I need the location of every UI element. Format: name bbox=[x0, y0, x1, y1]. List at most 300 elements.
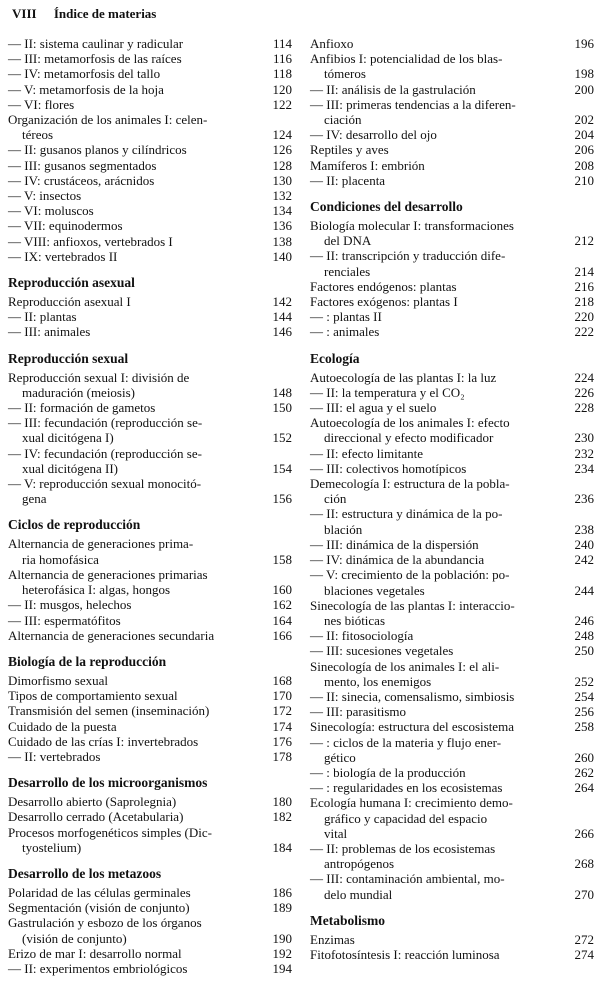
entry-page-number: 186 bbox=[272, 884, 292, 900]
entry-page-number: 222 bbox=[574, 324, 594, 340]
index-entry bbox=[310, 932, 594, 947]
entry-title: — : plantas II bbox=[310, 309, 382, 325]
entry-title: ción bbox=[324, 491, 347, 507]
entry-title: xual dicitógena I) bbox=[22, 430, 114, 446]
entry-title: del DNA bbox=[324, 233, 372, 249]
entry-page-number: 190 bbox=[272, 930, 292, 946]
entry-title: Biología molecular I: transformaciones bbox=[310, 218, 514, 234]
index-entry bbox=[8, 294, 292, 309]
entry-title: direccional y efecto modificador bbox=[324, 430, 494, 446]
index-entry bbox=[310, 430, 594, 445]
entry-title: Gastrulación y esbozo de los órganos bbox=[8, 915, 202, 931]
entry-page-number: 216 bbox=[574, 278, 594, 294]
index-entry bbox=[310, 36, 594, 51]
entry-title: Segmentación (visión de conjunto) bbox=[8, 900, 190, 916]
index-entry bbox=[310, 522, 594, 537]
entry-page-number: 164 bbox=[272, 612, 292, 628]
entry-title: Factores endógenos: plantas bbox=[310, 278, 457, 294]
index-entry bbox=[310, 173, 594, 188]
entry-title: — IV: fecundación (reproducción se- bbox=[8, 445, 202, 461]
entry-title: — II: problemas de los ecosistemas bbox=[310, 840, 496, 856]
index-entry bbox=[8, 112, 292, 127]
entry-title: — IV: desarrollo del ojo bbox=[310, 127, 437, 143]
entry-title: Fitofotosíntesis I: reacción luminosa bbox=[310, 946, 500, 962]
index-entry bbox=[310, 689, 594, 704]
page-title: Índice de materias bbox=[53, 6, 157, 21]
entry-page-number: 152 bbox=[272, 430, 292, 446]
index-entry bbox=[310, 158, 594, 173]
entry-title: Mamíferos I: embrión bbox=[310, 157, 425, 173]
entry-page-number: 274 bbox=[574, 946, 594, 962]
index-entry bbox=[310, 583, 594, 598]
index-entry bbox=[8, 719, 292, 734]
index-entry bbox=[8, 597, 292, 612]
index-entry bbox=[310, 735, 594, 750]
entry-page-number: 238 bbox=[574, 521, 594, 537]
entry-page-number: 242 bbox=[574, 552, 594, 568]
index-entry bbox=[8, 51, 292, 66]
entry-page-number: 162 bbox=[272, 597, 292, 613]
entry-title: — VII: equinodermos bbox=[8, 218, 123, 234]
index-entry bbox=[8, 66, 292, 81]
entry-page-number: 250 bbox=[574, 643, 594, 659]
entry-page-number: 254 bbox=[574, 688, 594, 704]
entry-title: — III: sucesiones vegetales bbox=[310, 643, 454, 659]
index-entry bbox=[310, 127, 594, 142]
entry-page-number: 258 bbox=[574, 719, 594, 735]
index-entry bbox=[310, 82, 594, 97]
entry-page-number: 114 bbox=[272, 36, 292, 51]
index-entry bbox=[310, 750, 594, 765]
index-entry bbox=[310, 856, 594, 871]
entry-title: Ecología humana I: crecimiento demo- bbox=[310, 795, 513, 811]
section-heading: Desarrollo de los metazoos bbox=[8, 865, 162, 881]
index-entry bbox=[310, 385, 594, 400]
entry-page-number: 196 bbox=[574, 36, 594, 51]
index-entry bbox=[8, 173, 292, 188]
index-entry bbox=[8, 946, 292, 961]
index-entry bbox=[8, 552, 292, 567]
index-entry bbox=[310, 248, 594, 263]
entry-title: — : ciclos de la materia y flujo ener- bbox=[310, 734, 502, 750]
entry-page-number: 246 bbox=[574, 612, 594, 628]
index-entry bbox=[310, 218, 594, 233]
entry-page-number: 138 bbox=[272, 233, 292, 249]
entry-page-number: 268 bbox=[574, 856, 594, 872]
entry-page-number: 204 bbox=[574, 127, 594, 143]
entry-page-number: 136 bbox=[272, 218, 292, 234]
index-entry bbox=[310, 97, 594, 112]
index-entry bbox=[8, 536, 292, 551]
entry-title: — IX: vertebrados II bbox=[8, 248, 118, 264]
index-entry bbox=[8, 734, 292, 749]
index-entry bbox=[8, 885, 292, 900]
index-entry bbox=[8, 809, 292, 824]
entry-page-number: 172 bbox=[272, 703, 292, 719]
entry-title: Desarrollo abierto (Saprolegnia) bbox=[8, 794, 177, 810]
entry-title: ciación bbox=[324, 112, 362, 128]
entry-page-number: 168 bbox=[272, 672, 292, 688]
section-heading: Desarrollo de los microorganismos bbox=[8, 775, 208, 791]
entry-title: — : biología de la producción bbox=[310, 764, 466, 780]
entry-title: — III: gusanos segmentados bbox=[8, 157, 157, 173]
index-entry bbox=[310, 66, 594, 81]
entry-title: Sinecología de los animales I: el ali- bbox=[310, 658, 500, 674]
entry-title: — II: transcripción y traducción dife- bbox=[310, 248, 506, 264]
entry-page-number: 150 bbox=[272, 400, 292, 416]
section-heading: Metabolismo bbox=[310, 912, 385, 928]
index-entry bbox=[310, 324, 594, 339]
page-header bbox=[12, 6, 156, 22]
index-entry bbox=[310, 598, 594, 613]
entry-title: (visión de conjunto) bbox=[22, 930, 127, 946]
entry-page-number: 256 bbox=[574, 704, 594, 720]
entry-title: Reproducción sexual I: división de bbox=[8, 369, 190, 385]
index-entry bbox=[8, 127, 292, 142]
entry-title: — V: reproducción sexual monocitó- bbox=[8, 476, 202, 492]
entry-title: — III: espermatófitos bbox=[8, 612, 121, 628]
index-entry bbox=[310, 552, 594, 567]
index-entry bbox=[8, 900, 292, 915]
entry-title: Alternancia de generaciones prima- bbox=[8, 536, 194, 552]
entry-title: Reptiles y aves bbox=[310, 142, 389, 158]
entry-title: — IV: crustáceos, arácnidos bbox=[8, 172, 155, 188]
index-entry bbox=[8, 203, 292, 218]
entry-title: Anfioxo bbox=[310, 36, 354, 51]
index-entry bbox=[8, 415, 292, 430]
entry-title: — V: insectos bbox=[8, 188, 82, 204]
entry-title: Autoecología de las plantas I: la luz bbox=[310, 369, 497, 385]
entry-page-number: 224 bbox=[574, 369, 594, 385]
entry-title: Enzimas bbox=[310, 931, 355, 947]
index-entry bbox=[8, 234, 292, 249]
entry-title: Demecología I: estructura de la pobla- bbox=[310, 476, 510, 492]
entry-title: nes bióticas bbox=[324, 612, 386, 628]
index-column-left bbox=[8, 36, 292, 976]
index-entry bbox=[8, 218, 292, 233]
index-entry bbox=[310, 659, 594, 674]
entry-title: Tipos de comportamiento sexual bbox=[8, 688, 178, 704]
entry-page-number: 260 bbox=[574, 749, 594, 765]
entry-title: mento, los enemigos bbox=[324, 673, 432, 689]
entry-title: Reproducción asexual I bbox=[8, 294, 131, 310]
index-entry bbox=[8, 461, 292, 476]
index-entry bbox=[8, 628, 292, 643]
entry-page-number: 244 bbox=[574, 582, 594, 598]
index-entry bbox=[8, 309, 292, 324]
entry-title: Procesos morfogenéticos simples (Dic- bbox=[8, 824, 212, 840]
entry-page-number: 240 bbox=[574, 536, 594, 552]
entry-page-number: 270 bbox=[574, 886, 594, 902]
index-entry bbox=[310, 461, 594, 476]
entry-title: — VI: moluscos bbox=[8, 203, 94, 219]
entry-page-number: 176 bbox=[272, 733, 292, 749]
entry-title: Anfibios I: potencialidad de los blas- bbox=[310, 51, 503, 67]
entry-page-number: 182 bbox=[272, 809, 292, 825]
index-entry bbox=[8, 446, 292, 461]
index-entry bbox=[310, 811, 594, 826]
index-entry bbox=[8, 567, 292, 582]
index-entry bbox=[310, 826, 594, 841]
index-entry bbox=[8, 400, 292, 415]
index-entry bbox=[310, 400, 594, 415]
entry-title: — II: fitosociología bbox=[310, 628, 414, 644]
index-entry bbox=[8, 961, 292, 976]
entry-title: — II: gusanos planos y cilíndricos bbox=[8, 142, 187, 158]
entry-title: blación bbox=[324, 521, 363, 537]
entry-title: tómeros bbox=[324, 66, 366, 82]
entry-title: blaciones vegetales bbox=[324, 582, 425, 598]
entry-page-number: 116 bbox=[272, 51, 292, 67]
entry-title: heterofásica I: algas, hongos bbox=[22, 582, 171, 598]
entry-title: — II: musgos, helechos bbox=[8, 597, 132, 613]
entry-page-number: 184 bbox=[272, 839, 292, 855]
index-entry bbox=[8, 703, 292, 718]
entry-page-number: 170 bbox=[272, 688, 292, 704]
index-entry bbox=[310, 537, 594, 552]
entry-page-number: 264 bbox=[574, 780, 594, 796]
entry-title: — II: sinecia, comensalismo, simbiosis bbox=[310, 688, 515, 704]
index-entry bbox=[8, 370, 292, 385]
section-heading: Condiciones del desarrollo bbox=[310, 199, 463, 215]
index-entry bbox=[8, 158, 292, 173]
index-entry bbox=[310, 506, 594, 521]
index-entry bbox=[310, 491, 594, 506]
entry-page-number: 160 bbox=[272, 582, 292, 598]
entry-title: gena bbox=[22, 491, 47, 507]
section-heading: Reproducción sexual bbox=[8, 350, 129, 366]
index-entry bbox=[8, 324, 292, 339]
entry-page-number: 194 bbox=[272, 960, 292, 976]
index-column-right bbox=[310, 36, 594, 962]
entry-title: — III: fecundación (reproducción se- bbox=[8, 415, 203, 431]
entry-title: Transmisión del semen (inseminación) bbox=[8, 703, 210, 719]
entry-title: — II: sistema caulinar y radicular bbox=[8, 36, 184, 51]
entry-title: — VI: flores bbox=[8, 96, 75, 112]
entry-title: — III: parasitismo bbox=[310, 704, 407, 720]
index-entry bbox=[310, 294, 594, 309]
index-entry bbox=[310, 476, 594, 491]
index-entry bbox=[310, 704, 594, 719]
entry-title: — V: metamorfosis de la hoja bbox=[8, 81, 164, 97]
index-entry bbox=[8, 249, 292, 264]
index-entry bbox=[310, 795, 594, 810]
entry-page-number: 142 bbox=[272, 294, 292, 310]
index-entry bbox=[8, 82, 292, 97]
index-entry bbox=[310, 887, 594, 902]
entry-page-number: 220 bbox=[574, 309, 594, 325]
entry-title: — II: plantas bbox=[8, 309, 77, 325]
entry-title: — II: análisis de la gastrulación bbox=[310, 81, 476, 97]
entry-page-number: 126 bbox=[272, 142, 292, 158]
index-entry bbox=[310, 264, 594, 279]
index-entry bbox=[310, 674, 594, 689]
entry-title: renciales bbox=[324, 263, 371, 279]
entry-page-number: 189 bbox=[272, 900, 292, 916]
entry-page-number: 122 bbox=[272, 96, 292, 112]
index-entry bbox=[8, 476, 292, 491]
index-entry bbox=[8, 931, 292, 946]
entry-title: Factores exógenos: plantas I bbox=[310, 294, 458, 310]
entry-title: Cuidado de las crías I: invertebrados bbox=[8, 733, 199, 749]
entry-page-number: 236 bbox=[574, 491, 594, 507]
index-entry bbox=[8, 825, 292, 840]
entry-page-number: 226 bbox=[574, 384, 594, 400]
entry-title: Sinecología: estructura del escosistema bbox=[310, 719, 514, 735]
entry-page-number: 166 bbox=[272, 627, 292, 643]
entry-title: tyostelium) bbox=[22, 839, 82, 855]
entry-page-number: 158 bbox=[272, 551, 292, 567]
entry-title: — : animales bbox=[310, 324, 380, 340]
index-entry bbox=[8, 915, 292, 930]
index-entry bbox=[310, 279, 594, 294]
entry-title: — II: estructura y dinámica de la po- bbox=[310, 506, 503, 522]
entry-page-number: 146 bbox=[272, 324, 292, 340]
entry-title: Erizo de mar I: desarrollo normal bbox=[8, 945, 182, 961]
entry-title: — II: placenta bbox=[310, 172, 386, 188]
index-entry bbox=[310, 613, 594, 628]
index-entry bbox=[310, 628, 594, 643]
index-entry bbox=[8, 613, 292, 628]
index-entry bbox=[8, 97, 292, 112]
entry-page-number: 178 bbox=[272, 748, 292, 764]
entry-page-number: 144 bbox=[272, 309, 292, 325]
entry-page-number: 130 bbox=[272, 172, 292, 188]
index-entry bbox=[8, 582, 292, 597]
index-entry bbox=[310, 780, 594, 795]
entry-page-number: 132 bbox=[272, 188, 292, 204]
entry-title: téreos bbox=[22, 127, 54, 143]
entry-page-number: 120 bbox=[272, 81, 292, 97]
index-entry bbox=[310, 142, 594, 157]
index-entry bbox=[8, 385, 292, 400]
entry-page-number: 198 bbox=[574, 66, 594, 82]
entry-page-number: 262 bbox=[574, 764, 594, 780]
entry-page-number: 266 bbox=[574, 825, 594, 841]
entry-title: gético bbox=[324, 749, 356, 765]
index-entry bbox=[310, 643, 594, 658]
entry-title: Sinecología de las plantas I: interaccio- bbox=[310, 597, 515, 613]
entry-page-number: 234 bbox=[574, 460, 594, 476]
entry-title: Polaridad de las células germinales bbox=[8, 884, 191, 900]
index-entry bbox=[310, 233, 594, 248]
index-entry bbox=[8, 840, 292, 855]
entry-title: — III: animales bbox=[8, 324, 91, 340]
index-entry bbox=[8, 142, 292, 157]
entry-page-number: 192 bbox=[272, 945, 292, 961]
index-entry bbox=[310, 51, 594, 66]
entry-title: — III: dinámica de la dispersión bbox=[310, 536, 479, 552]
entry-title: — II: efecto limitante bbox=[310, 445, 423, 461]
index-entry bbox=[8, 36, 292, 51]
entry-title: — III: primeras tendencias a la diferen- bbox=[310, 96, 516, 112]
entry-title: gráfico y capacidad del espacio bbox=[324, 810, 488, 826]
index-entry bbox=[310, 446, 594, 461]
entry-page-number: 208 bbox=[574, 157, 594, 173]
entry-title: — IV: metamorfosis del tallo bbox=[8, 66, 161, 82]
entry-title: delo mundial bbox=[324, 886, 393, 902]
entry-page-number: 202 bbox=[574, 112, 594, 128]
entry-page-number: 140 bbox=[272, 248, 292, 264]
section-heading: Reproducción asexual bbox=[8, 275, 135, 291]
entry-page-number: 218 bbox=[574, 294, 594, 310]
entry-title: — II: experimentos embriológicos bbox=[8, 960, 188, 976]
index-entry bbox=[8, 794, 292, 809]
section-heading: Biología de la reproducción bbox=[8, 653, 167, 669]
entry-page-number: 212 bbox=[574, 233, 594, 249]
entry-title: Cuidado de la puesta bbox=[8, 718, 117, 734]
entry-title: — V: crecimiento de la población: po- bbox=[310, 567, 510, 583]
entry-title: — III: metamorfosis de las raíces bbox=[8, 51, 182, 67]
entry-title: — IV: dinámica de la abundancia bbox=[310, 552, 485, 568]
entry-title: ria homofásica bbox=[22, 551, 99, 567]
entry-page-number: 156 bbox=[272, 491, 292, 507]
entry-title: — : regularidades en los ecosistemas bbox=[310, 780, 503, 796]
entry-title: Desarrollo cerrado (Acetabularia) bbox=[8, 809, 184, 825]
entry-page-number: 214 bbox=[574, 263, 594, 279]
index-entry bbox=[310, 947, 594, 962]
entry-title: — II: la temperatura y el CO₂ bbox=[310, 384, 465, 400]
index-entry bbox=[8, 188, 292, 203]
entry-page-number: 272 bbox=[574, 931, 594, 947]
page-number: VIII bbox=[12, 6, 37, 21]
entry-title: — III: contaminación ambiental, mo- bbox=[310, 871, 505, 887]
entry-page-number: 228 bbox=[574, 400, 594, 416]
section-heading: Ecología bbox=[310, 350, 360, 366]
entry-title: Alternancia de generaciones primarias bbox=[8, 566, 208, 582]
entry-title: Autoecología de los animales I: efecto bbox=[310, 415, 510, 431]
index-entry bbox=[310, 309, 594, 324]
index-entry bbox=[310, 112, 594, 127]
entry-page-number: 148 bbox=[272, 384, 292, 400]
entry-page-number: 180 bbox=[272, 794, 292, 810]
entry-page-number: 128 bbox=[272, 157, 292, 173]
index-entry bbox=[8, 749, 292, 764]
index-entry bbox=[310, 871, 594, 886]
entry-title: xual dicitógena II) bbox=[22, 460, 119, 476]
entry-page-number: 134 bbox=[272, 203, 292, 219]
entry-page-number: 232 bbox=[574, 445, 594, 461]
section-heading: Ciclos de reproducción bbox=[8, 517, 141, 533]
entry-title: vital bbox=[324, 825, 348, 841]
index-entry bbox=[310, 719, 594, 734]
entry-page-number: 118 bbox=[272, 66, 292, 82]
index-entry bbox=[8, 430, 292, 445]
entry-title: antropógenos bbox=[324, 856, 395, 872]
entry-page-number: 252 bbox=[574, 673, 594, 689]
entry-page-number: 154 bbox=[272, 460, 292, 476]
index-entry bbox=[310, 765, 594, 780]
entry-page-number: 200 bbox=[574, 81, 594, 97]
index-entry bbox=[310, 567, 594, 582]
index-entry bbox=[310, 415, 594, 430]
entry-page-number: 174 bbox=[272, 718, 292, 734]
entry-title: — VIII: anfioxos, vertebrados I bbox=[8, 233, 173, 249]
entry-page-number: 124 bbox=[272, 127, 292, 143]
index-entry bbox=[310, 841, 594, 856]
entry-page-number: 230 bbox=[574, 430, 594, 446]
entry-title: — III: colectivos homotípicos bbox=[310, 460, 467, 476]
entry-title: Organización de los animales I: celen- bbox=[8, 112, 208, 128]
entry-title: — II: vertebrados bbox=[8, 748, 101, 764]
index-entry bbox=[8, 673, 292, 688]
entry-page-number: 210 bbox=[574, 172, 594, 188]
entry-title: maduración (meiosis) bbox=[22, 384, 135, 400]
entry-page-number: 248 bbox=[574, 628, 594, 644]
entry-title: — II: formación de gametos bbox=[8, 400, 156, 416]
entry-title: Alternancia de generaciones secundaria bbox=[8, 627, 215, 643]
index-entry bbox=[8, 491, 292, 506]
